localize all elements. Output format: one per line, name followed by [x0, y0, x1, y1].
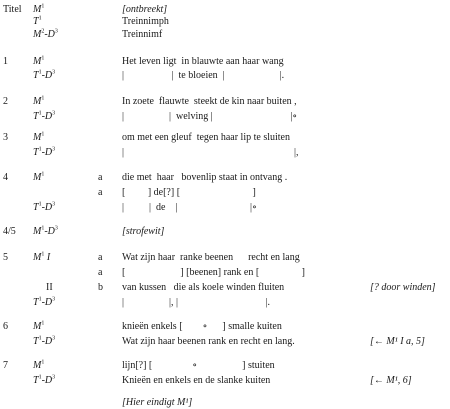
witness-siglum: $M^1$ I	[33, 251, 51, 263]
witness-siglum: $T^1-D^3$	[33, 296, 56, 308]
witness-siglum: $M^1-D^3$	[33, 225, 58, 237]
line-text: Het leven ligt in blauwte aan haar wang	[122, 56, 284, 67]
variant-letter: a	[98, 267, 103, 278]
editorial-note: [? door winden]	[370, 282, 436, 293]
line-number: 2	[3, 96, 8, 107]
line-text: Treinnimf	[122, 29, 163, 40]
witness-siglum: $M^1$	[33, 95, 45, 107]
line-text: | |, | |.	[122, 297, 271, 308]
line-text: [ontbreekt]	[122, 4, 168, 15]
line-text: die met haar bovenlip staat in ontvang .	[122, 172, 288, 183]
variant-letter: a	[98, 172, 103, 183]
witness-siglum: II	[46, 282, 53, 293]
witness-siglum: $T^1-D^3$	[33, 146, 56, 158]
line-number: 7	[3, 360, 8, 371]
line-number: 6	[3, 321, 8, 332]
line-text: | | de | |∘	[122, 202, 257, 213]
witness-siglum: $M^1$	[33, 171, 45, 183]
line-text: Treinnimph	[122, 16, 169, 27]
witness-siglum: $T^1$	[33, 15, 42, 27]
closing-note: [Hier eindigt M¹]	[122, 397, 193, 408]
line-text: Knieën en enkels en de slanke kuiten	[122, 375, 271, 386]
witness-siglum: $T^1-D^3$	[33, 335, 56, 347]
editorial-note: [← M¹, 6]	[370, 375, 412, 386]
witness-siglum: $T^1-D^3$	[33, 110, 56, 122]
line-text: | | te bloeien | |.	[122, 70, 285, 81]
line-text: Wat zijn haar ranke beenen recht en lang	[122, 252, 300, 263]
line-number: 4/5	[3, 226, 16, 237]
witness-siglum: $M^1$	[33, 3, 45, 15]
line-text: van kussen die als koele winden fluiten	[122, 282, 285, 293]
line-number: 1	[3, 56, 8, 67]
line-text: [ ] de[?] [ ]	[122, 187, 256, 198]
line-number: 5	[3, 252, 8, 263]
witness-siglum: $M^2-D^3$	[33, 28, 58, 40]
witness-siglum: $T^1-D^3$	[33, 69, 56, 81]
variant-letter: b	[98, 282, 103, 293]
line-text: Wat zijn haar beenen rank en recht en lang.	[122, 336, 295, 347]
witness-siglum: $M^1$	[33, 55, 45, 67]
line-text: | | welving | |∘	[122, 111, 298, 122]
variant-letter: a	[98, 252, 103, 263]
line-text: om met een gleuf tegen haar lip te sluiten	[122, 132, 290, 143]
line-text: [strofewit]	[122, 226, 165, 237]
witness-siglum: $T^1-D^3$	[33, 374, 56, 386]
line-number: 4	[3, 172, 8, 183]
editorial-note: [← M¹ I a, 5]	[370, 336, 425, 347]
variant-letter: a	[98, 187, 103, 198]
witness-siglum: $M^1$	[33, 359, 45, 371]
line-text: In zoete flauwte steekt de kin naar buiten ,	[122, 96, 297, 107]
line-text: knieën enkels [ ∘ ] smalle kuiten	[122, 321, 282, 332]
line-text: [ ] [beenen] rank en [ ]	[122, 267, 306, 278]
witness-siglum: $T^1-D^3$	[33, 201, 56, 213]
line-number: Titel	[3, 4, 22, 15]
line-number: 3	[3, 132, 8, 143]
line-text: | |,	[122, 147, 299, 158]
witness-siglum: $M^1$	[33, 320, 45, 332]
line-text: lijn[?] [ ∘ ] stuiten	[122, 360, 275, 371]
witness-siglum: $M^1$	[33, 131, 45, 143]
